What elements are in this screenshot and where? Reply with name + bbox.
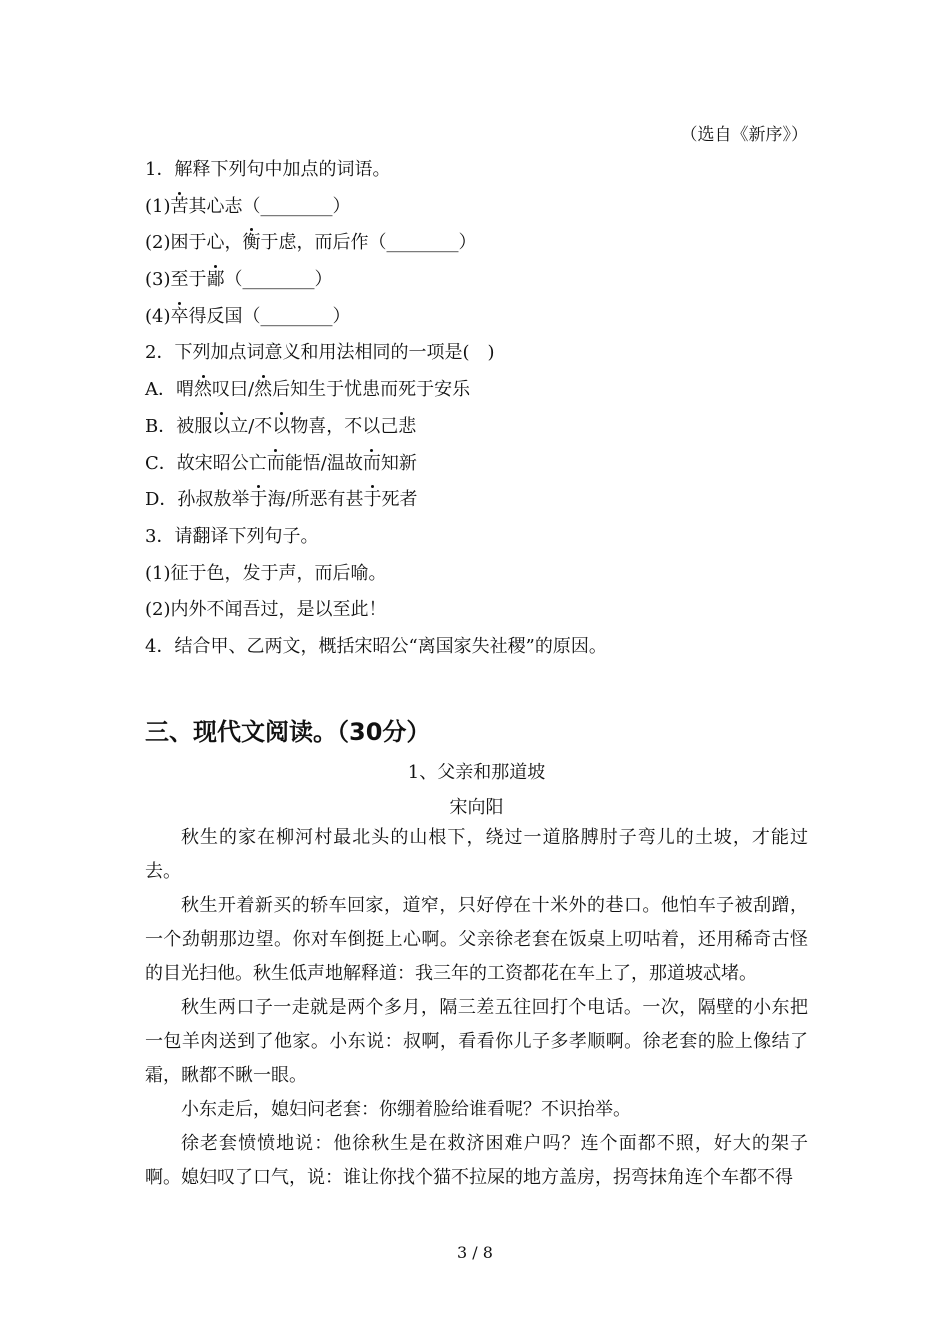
question-1-item <box>145 262 810 299</box>
dotted-char: 于 <box>364 482 382 519</box>
option-text: 后知生于忧患而死于安乐 <box>272 379 471 401</box>
dotted-char: 然 <box>254 372 272 409</box>
question-3-title: 3．请翻译下列句子。 <box>145 525 319 547</box>
question-4-title: 4．结合甲、乙两文，概括宋昭公“离国家失社稷”的原因。 <box>145 635 607 657</box>
question-2-option-c <box>145 446 810 483</box>
question-block <box>145 152 810 666</box>
paragraph: 秋生两口子一走就是两个多月，隔三差五往回打个电话。一次，隔壁的小东把一包羊肉送到了他家。小东说：叔啊，看看你儿子多孝顺啊。徐老套的脸上像结了霜，瞅都不瞅一眼。 <box>145 997 808 1086</box>
item-prefix: (4) <box>145 305 171 327</box>
option-text: 立/不 <box>230 415 273 437</box>
dotted-char: 然 <box>194 372 212 409</box>
dotted-char: 以 <box>272 409 290 446</box>
option-text: C．故宋昭公亡 <box>145 452 267 474</box>
option-text: A．喟 <box>145 379 194 401</box>
option-text: 能悟/温故 <box>284 452 363 474</box>
item-text: （________） <box>224 269 333 291</box>
paragraph: 小东走后，媳妇问老套：你绷着脸给谁看呢？不识抬举。 <box>181 1099 631 1120</box>
option-text: 海/所恶有甚 <box>267 489 364 511</box>
question-1-item <box>145 299 810 336</box>
question-2-option-b <box>145 409 810 446</box>
paragraph: 秋生的家在柳河村最北头的山根下，绕过一道胳膊肘子弯儿的土坡，才能过去。 <box>145 827 808 882</box>
question-2-option-d <box>145 482 810 519</box>
dotted-char: 而 <box>363 446 381 483</box>
question-3-item: (1)征于色，发于声，而后喻。 <box>145 562 387 584</box>
item-prefix: (1) <box>145 195 171 217</box>
question-1-item <box>145 225 810 262</box>
section-heading: 三、现代文阅读。（30分） <box>145 718 431 746</box>
option-text: D．孙叔敖举 <box>145 489 250 511</box>
option-text: 死者 <box>381 489 418 511</box>
dotted-char: 而 <box>267 446 285 483</box>
article-title: 1、父亲和那道坡 <box>407 762 546 783</box>
article-body <box>145 821 808 1195</box>
option-text: 知新 <box>380 452 417 474</box>
item-text: 得反国（________） <box>188 305 351 327</box>
page-number: 3 / 8 <box>457 1243 493 1262</box>
dotted-char: 卒 <box>171 299 189 336</box>
question-1-title: 1．解释下列句中加点的词语。 <box>145 159 391 180</box>
paragraph: 徐老套愤愤地说：他徐秋生是在救济困难户吗？连个面都不照，好大的架子啊。媳妇叹了口气，说：谁让你找个猫不拉屎的地方盖房，拐弯抹角连个车都不得 <box>145 1133 808 1188</box>
paragraph: 秋生开着新买的轿车回家，道窄，只好停在十米外的巷口。他怕车子被刮蹭，一个劲朝那边望。你对车倒挺上心啊。父亲徐老套在饭桌上叨咕着，还用稀奇古怪的目光扫他。秋生低声地解释道：我三年的工资都花在车上了，那道坡忒堵。 <box>145 895 808 984</box>
question-1-item <box>145 189 810 226</box>
source-note: （选自《新序》） <box>680 125 808 145</box>
dotted-char: 苦 <box>171 189 189 226</box>
item-prefix: (3)至于 <box>145 269 207 291</box>
dotted-char: 以 <box>212 409 230 446</box>
question-3-item: (2)内外不闻吾过，是以至此！ <box>145 599 387 621</box>
dotted-char: 于 <box>249 482 267 519</box>
item-prefix: (2)困于心， <box>145 232 243 254</box>
option-text: 叹曰/ <box>212 379 255 401</box>
question-2-option-a <box>145 372 810 409</box>
question-2-title: 2．下列加点词意义和用法相同的一项是( ) <box>145 342 495 364</box>
dotted-char: 衡 <box>243 225 261 262</box>
dotted-char: 鄙 <box>207 262 225 299</box>
option-text: B．被服 <box>145 415 213 437</box>
item-text: 其心志（________） <box>188 195 351 217</box>
item-text: 于虑，而后作（________） <box>260 232 477 254</box>
article-author: 宋向阳 <box>449 797 504 818</box>
option-text: 物喜，不以己悲 <box>290 415 417 437</box>
